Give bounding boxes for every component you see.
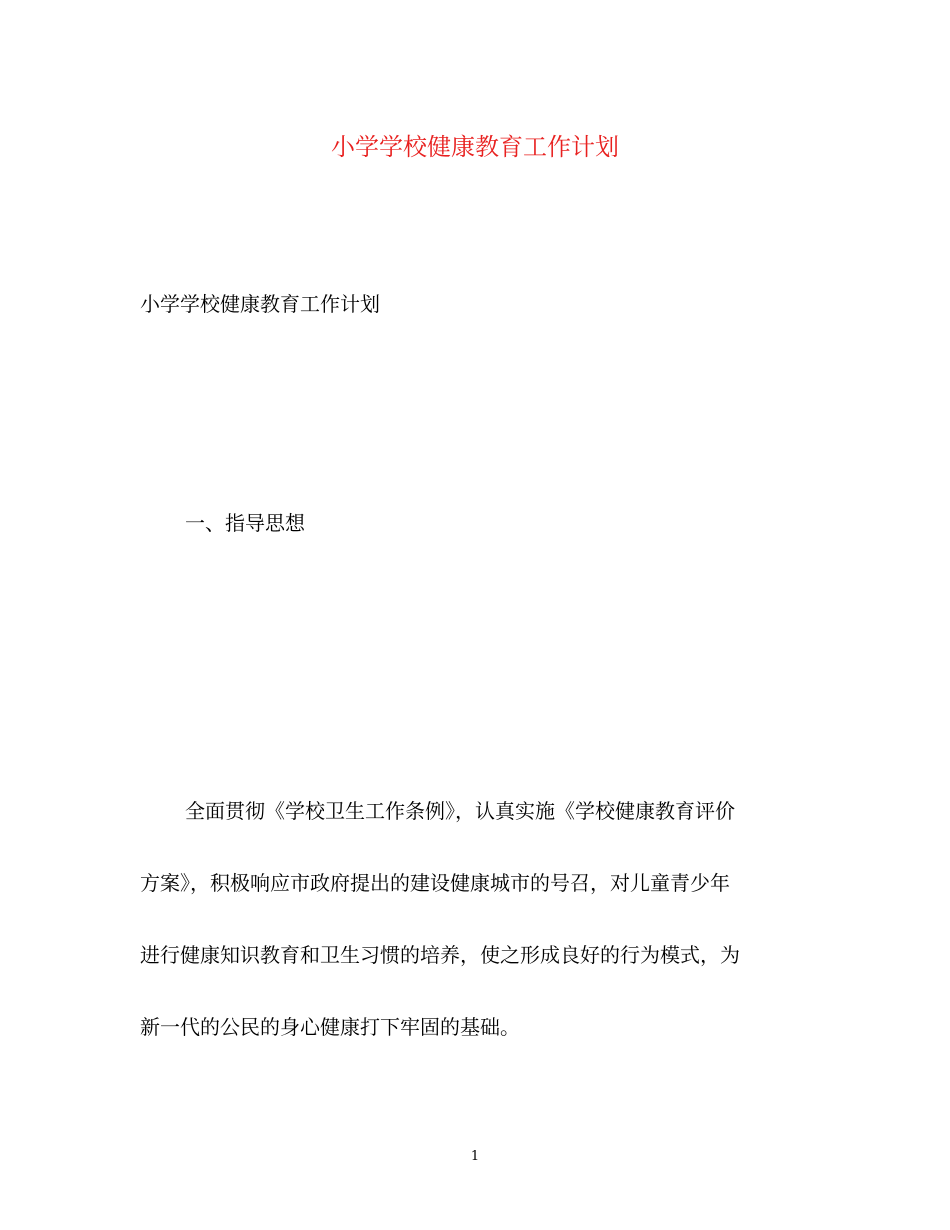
page-number: 1 xyxy=(470,1149,480,1164)
body-paragraph xyxy=(140,796,820,1084)
section-heading-guiding-thought: 一、指导思想 xyxy=(185,511,305,535)
body-line: 方案》，积极响应市政府提出的建设健康城市的号召，对儿童青少年 xyxy=(140,871,730,895)
document-title: 小学学校健康教育工作计划 xyxy=(331,133,619,161)
body-line: 进行健康知识教育和卫生习惯的培养，使之形成良好的行为模式，为 xyxy=(140,943,740,967)
body-line: 全面贯彻《学校卫生工作条例》，认真实施《学校健康教育评价 xyxy=(185,799,735,823)
document-subtitle: 小学学校健康教育工作计划 xyxy=(140,292,380,316)
body-line: 新一代的公民的身心健康打下牢固的基础。 xyxy=(140,1015,520,1039)
